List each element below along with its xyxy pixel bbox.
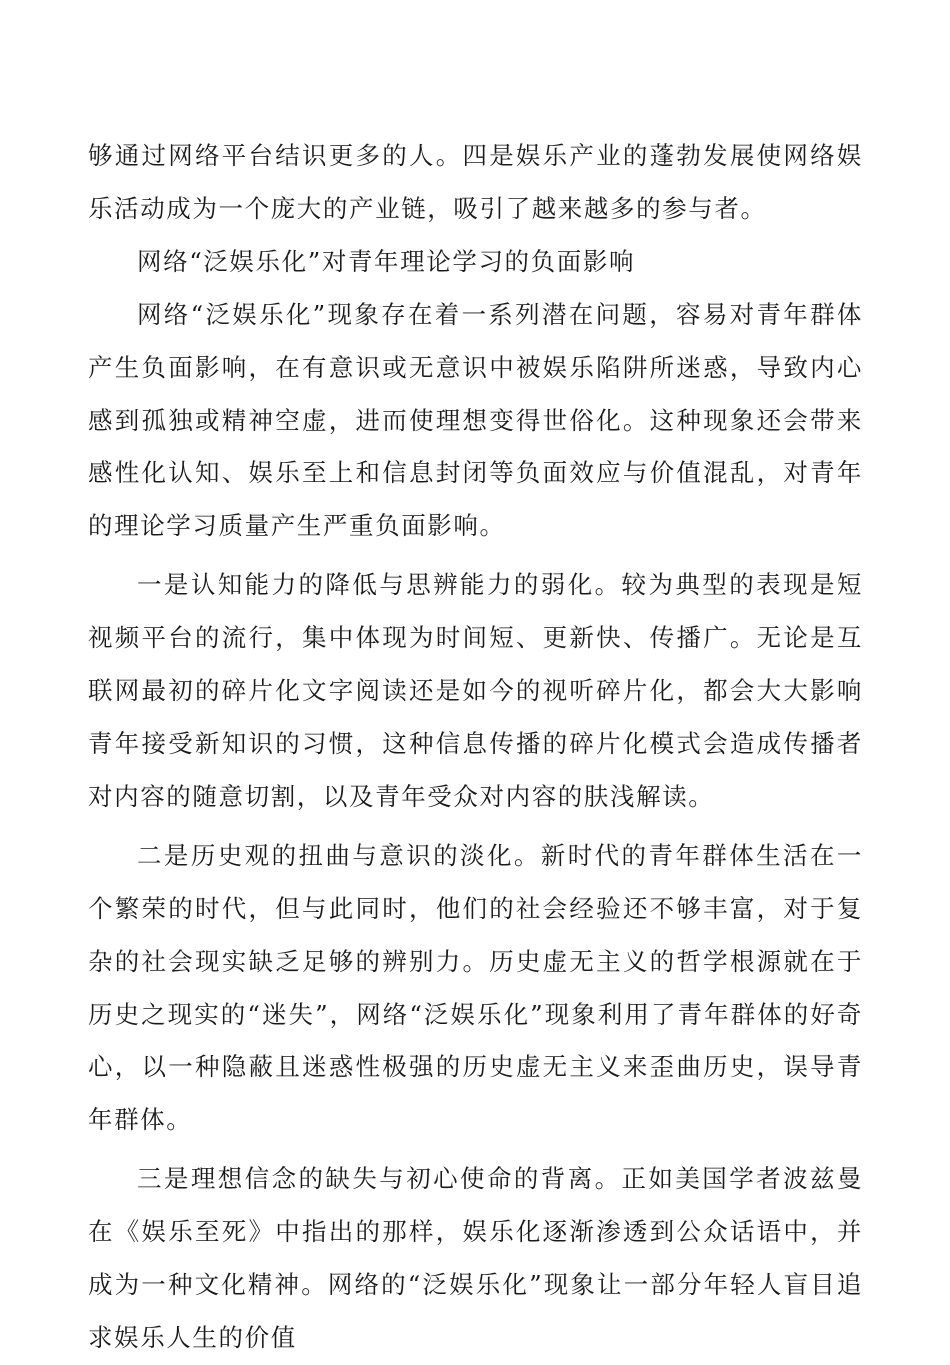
section-heading: 网络“泛娱乐化”对青年理论学习的负面影响 <box>137 246 636 276</box>
paragraph-intro: 网络“泛娱乐化”现象存在着一系列潜在问题，容易对青年群体产生负面影响，在有意识或无意识中被娱乐陷阱所迷惑，导致内心感到孤独或精神空虚，进而使理想变得世俗化。这种现象还会带来感性化认知、娱乐至上和信息封闭等负面效应与价值混乱，对青年的理论学习质量产生严重负面影响。 <box>88 299 863 541</box>
paragraph-point-two: 二是历史观的扭曲与意识的淡化。新时代的青年群体生活在一个繁荣的时代，但与此同时，他们的社会经验还不够丰富，对于复杂的社会现实缺乏足够的辨别力。历史虚无主义的哲学根源就在于历史之现实的“迷失”，网络“泛娱乐化”现象利用了青年群体的好奇心，以一种隐蔽且迷惑性极强的历史虚无主义来歪曲历史，误导青年群体。 <box>88 840 863 1135</box>
paragraph-point-one: 一是认知能力的降低与思辨能力的弱化。较为典型的表现是短视频平台的流行，集中体现为时间短、更新快、传播广。无论是互联网最初的碎片化文字阅读还是如今的视听碎片化，都会大大影响青年接受新知识的习惯，这种信息传播的碎片化模式会造成传播者对内容的随意切割，以及青年受众对内容的肤浅解读。 <box>88 570 863 811</box>
paragraph-continuation: 够通过网络平台结识更多的人。四是娱乐产业的蓬勃发展使网络娱乐活动成为一个庞大的产业链，吸引了越来越多的参与者。 <box>88 141 863 223</box>
paragraph-point-three: 三是理想信念的缺失与初心使命的背离。正如美国学者波兹曼在《娱乐至死》中指出的那样，娱乐化逐渐渗透到公众话语中，并成为一种文化精神。网络的“泛娱乐化”现象让一部分年轻人盲目追求娱乐人生的价值 <box>88 1164 863 1352</box>
document-body <box>88 130 863 1365</box>
